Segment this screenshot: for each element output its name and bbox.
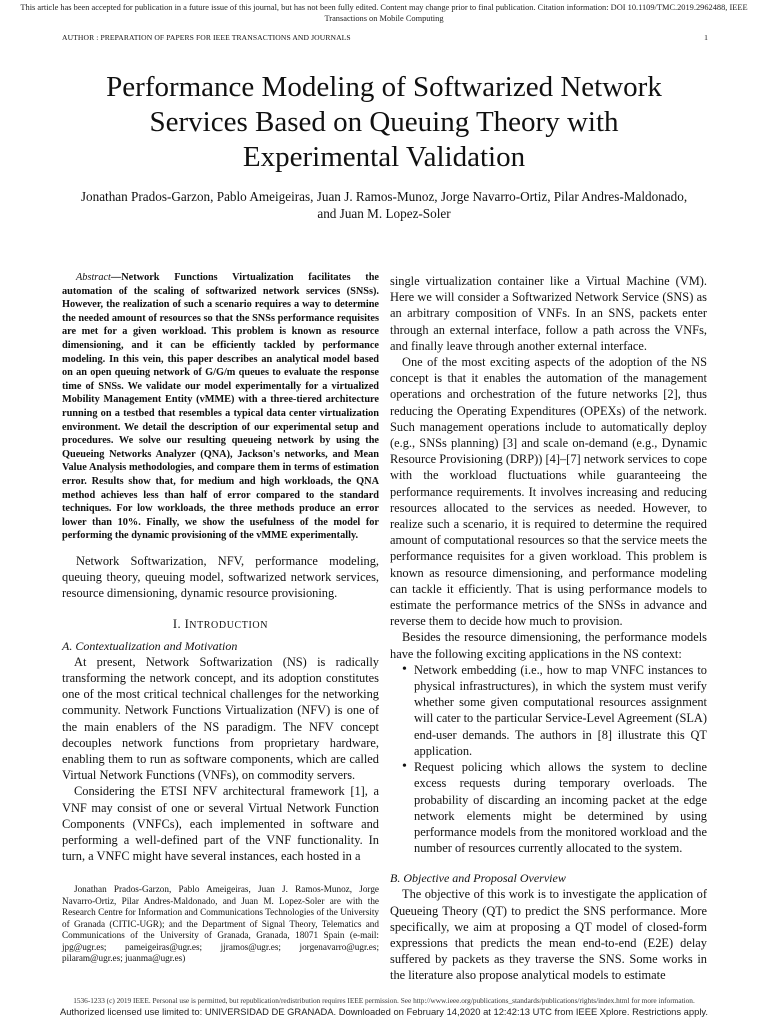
abstract-text: Network Functions Virtualization facilitates the automation of the scaling of softwarized network services (SNSs). However, the realization of such a scenario requires a way to determine the needed amount of resources so that the SNSs performance requisites are met for a given workload. This problem is known as resource dimensioning, and it can be efficiently tackled by performance modeling. In this vein, this paper describes an analytical model based on an open queuing network of G/G/m queues to evaluate the response time of SNSs. We validate our model experimentally for a virtualized Mobility Management Entity (vMME) with a three-tiered architecture running on a testbed that resembles a typical data center virtualization environment. We detail the description of our experimental setup and procedures. We solve our resulting queueing network by using the Queueing Networks Analyzer (QNA), Jackson's networks, and Mean Value Analysis methodologies, and compare them in terms of estimation error. Results show that, for medium and high workloads, the QNA method achieves less than half of error compared to the standard techniques. For low workloads, the three methods produce an error lower than 10%. Finally, we show the usefulness of the model for performing the dynamic provisioning of the vMME experimentally.: [62, 272, 379, 542]
left-column: [62, 271, 379, 864]
running-head: [62, 33, 708, 44]
abstract-dash: —: [110, 272, 122, 283]
publication-notice-line1: This article has been accepted for publication in a future issue of this journal, but has not been fully edited. Content may change prior to final publication. Citation information: DOI 10.1109/TMC.2019.2962488, IEEE: [20, 3, 748, 12]
author-affiliation-footnote: Jonathan Prados-Garzon, Pablo Ameigeiras, Juan J. Ramos-Munoz, Jorge Navarro-Ortiz, Pilar Andres-Maldonado, and Juan M. Lopez-Soler are with the Research Centre for Information and Communications Technologies of the University of Granada (CITIC-UGR); and the Department of Signal Theory, Telematics and Communications of the University of Granada, Granada, 18071 Spain (e-mail: jpg@ugr.es; pameigeiras@ugr.es; jjramos@ugr.es; jorgenavarro@ugr.es; pilaram@ugr.es; juanma@ugr.es): [62, 884, 379, 963]
paper-title-line2: Services Based on Queuing Theory with: [149, 106, 619, 138]
subsection-heading-a: A. Contextualization and Motivation: [62, 638, 238, 653]
paragraph: At present, Network Softwarization (NS) is radically transforming the network concept, and its adoption constitutes one of the most critical technical challenges for the networking community. Network Functions Virtualization (NFV) is one of the main enablers of the NS paradigm. The NFV concept decouples network functions from proprietary hardware, enabling them to run as software components, which are called Virtual Network Functions (VNFs), on commodity servers.: [62, 654, 379, 783]
index-terms: Network Softwarization, NFV, performance modeling, queuing theory, queuing model, softwarized network services, resource dimensioning, dynamic resource provisioning.: [62, 553, 379, 601]
license-notice: Authorized licensed use limited to: UNIVERSIDAD DE GRANADA. Downloaded on February 14,2020 at 12:42:13 UTC from IEEE Xplore. Restrictions apply.: [59, 1006, 709, 1017]
paragraph: Besides the resource dimensioning, the performance models have the following exciting applications in the NS context:: [390, 630, 707, 661]
right-column: [390, 273, 707, 984]
paper-title-line1: Performance Modeling of Softwarized Network: [106, 71, 662, 103]
paragraph: One of the most exciting aspects of the adoption of the NS concept is that it enables the automation of the management operations and orchestration of the future networks [2], thus reducing the Operating Expenditures (OPEXs) of the network. Such management operations include to automatically deploy (e.g., SNSs planning) [3] and scale on-demand (e.g., Dynamic Resource Provisioning (DRP)) [4]–[7] network services to cope with the workload fluctuations while guaranteeing the performance requirements. It involves increasing and reducing resources allocated to the services as needed. However, to realize such a scenario, it is required to determine the required amount of computational resources so that the service meets the performance requisites for a given workload. This problem is known as resource dimensioning, and performance modeling can tackle it efficiently. That is using performance models to estimate the performance metrics of the SNSs in advance and reverse them to decide how much to provision.: [390, 355, 707, 629]
list-item: [402, 759, 707, 856]
list-item-text: Network embedding (i.e., how to map VNFC instances to physical infrastructures), in which the system must verify whether some given computational resources assignment will cater to the particular Service-Level Agreement (SLA) end-user demands. The authors in [8] illustrate this QT application.: [414, 662, 707, 758]
paper-title-line3: Experimental Validation: [242, 141, 526, 173]
list-item-text: Request policing which allows the system to decline excess requests during temporary overloads. The probability of discarding an incoming packet at the edge network elements might be determined by using performance models from the monitored workload and the number of resources currently allocated to the system.: [414, 760, 707, 856]
section-heading-introduction: [62, 616, 379, 634]
abstract: [62, 271, 379, 543]
publication-notice-line2: Transactions on Mobile Computing: [324, 13, 444, 23]
applications-list: [402, 661, 707, 856]
paragraph: Considering the ETSI NFV architectural framework [1], a VNF may consist of one or several Virtual Network Function Components (VNFCs), each implemented in software and performing a well-defined part of the VNF functionality. In turn, a VNFC might have several instances, each hosted in a: [62, 784, 379, 864]
copyright-notice: 1536-1233 (c) 2019 IEEE. Personal use is permitted, but republication/redistribution requires IEEE permission. See http://www.ieee.org/publications_standards/publications/rights/index.html for more information.: [73, 996, 695, 1005]
list-item: [402, 661, 707, 759]
paragraph: single virtualization container like a Virtual Machine (VM). Here we will consider a Softwarized Network Service (SNS) as an arbitrary composition of VNFs. In an SNS, packets enter through an external interface, follow a path across the VNFs, and finally leave through another external interface.: [390, 274, 707, 353]
section-title-rest: NTRODUCTION: [189, 620, 269, 632]
abstract-label: Abstract: [76, 272, 111, 283]
section-title-initial: I: [184, 617, 190, 632]
page-number: 1: [704, 33, 708, 42]
running-head-title: AUTHOR : PREPARATION OF PAPERS FOR IEEE TRANSACTIONS AND JOURNALS: [62, 33, 351, 42]
author-list: [40, 188, 728, 222]
paper-title: [40, 70, 728, 175]
author-list-line2: and Juan M. Lopez-Soler: [317, 206, 451, 221]
bullet-icon: •: [402, 661, 407, 677]
subsection-heading-b: B. Objective and Proposal Overview: [390, 871, 566, 886]
publication-notice: [20, 3, 748, 24]
author-list-line1: Jonathan Prados-Garzon, Pablo Ameigeiras, Juan J. Ramos-Munoz, Jorge Navarro-Ortiz, Pilar Andres-Maldonado,: [80, 189, 688, 204]
bullet-icon: •: [402, 759, 407, 775]
paragraph: The objective of this work is to investigate the application of Queueing Theory (QT) to predict the SNS performance. More specifically, we aim at proposing a QT model of closed-form expressions that predicts the mean end-to-end (E2E) delay suffered by packets as they traverse the SNS. Some works in the literature also propose analytical models to estimate: [390, 887, 707, 983]
section-number: I.: [172, 617, 182, 632]
